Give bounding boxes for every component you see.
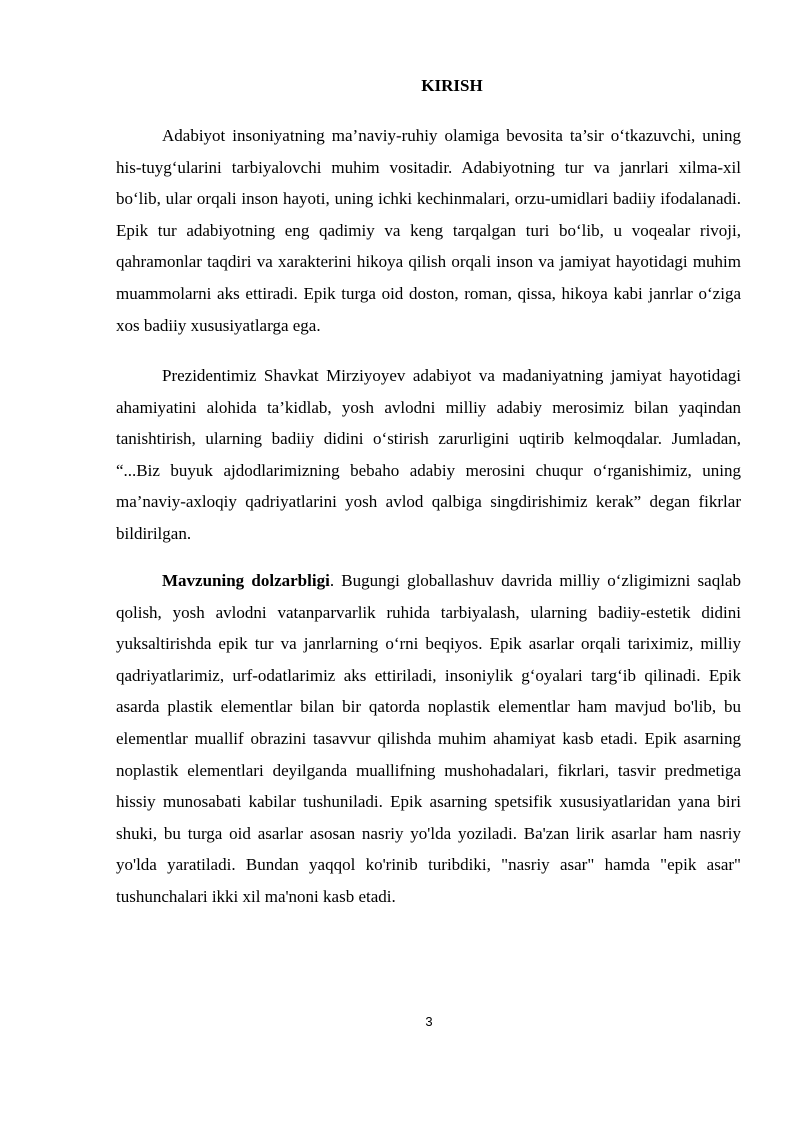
paragraph-president-quote [116,360,741,550]
section-title: KIRISH [421,76,483,95]
paragraph-lead: Mavzuning dolzarbligi [162,571,330,590]
paragraph-text: Adabiyot insoniyatning ma’naviy-ruhiy olamiga bevosita ta’sir o‘tkazuvchi, uning his-tuyg‘ularini tarbiyalovchi muhim vositadir. Adabiyotning tur va janrlari xilma-xil bo‘lib, ular orqali inson hayoti, uning ichki kechinmalari, orzu-umidlari badiiy ifodalanadi. Epik tur adabiyotning eng qadimiy va keng tarqalgan turi bo‘lib, u voqealar rivoji, qahramonlar taqdiri va xarakterini hikoya qilish orqali inson va jamiyat hayotidagi muhim muammolarni aks ettiradi. Epik turga oid doston, roman, qissa, hikoya kabi janrlar o‘ziga xos badiiy xususiyatlarga ega. [116,126,741,335]
paragraph-relevance [116,565,741,913]
paragraph-text: Prezidentimiz Shavkat Mirziyoyev adabiyot va madaniyatning jamiyat hayotidagi ahamiyatini alohida ta’kidlab, yosh avlodni milliy adabiy merosimiz bilan yaqindan tanishtirish, ularning badiiy didini o‘stirish zarurligini uqtirib kelmoqdalar. Jumladan, “...Biz buyuk ajdodlarimizning bebaho adabiy merosini chuqur o‘rganishimiz, uning ma’naviy-axloqiy qadriyatlarini yosh avlod qalbiga singdirishimiz kerak” degan fikrlar bildirilgan. [116,366,741,543]
paragraph-text: . Bugungi globallashuv davrida milliy o‘zligimizni saqlab qolish, yosh avlodni vatanparvarlik ruhida tarbiyalash, ularning badiiy-estetik didini yuksaltirishda epik tur va janrlarning o‘rni beqiyos. Epik asarlar orqali tariximiz, milliy qadriyatlarimiz, urf-odatlarimiz aks ettiriladi, insoniylik g‘oyalari targ‘ib qilinadi. Epik asarda plastik elementlar bilan bir qatorda noplastik elementlar ham mavjud bo'lib, bu elementlar muallif obrazini tasavvur qilishda muhim ahamiyat kasb etadi. Epik asarning noplastik elementlari deyilganda muallifning mushohadalari, fikrlari, tasvir predmetiga hissiy munosabati kabilar tushuniladi. Epik asarning spetsifik xususiyatlaridan yana biri shuki, bu turga oid asarlar asosan nasriy yo'lda yoziladi. Ba'zan lirik asarlar ham nasriy yo'lda yaratiladi. Bundan yaqqol ko'rinib turibdiki, "nasriy asar" hamda "epik asar" tushunchalari ikki xil ma'noni kasb etadi. [116,571,741,906]
paragraph-intro [116,120,741,341]
page-number: 3 [425,1014,433,1029]
